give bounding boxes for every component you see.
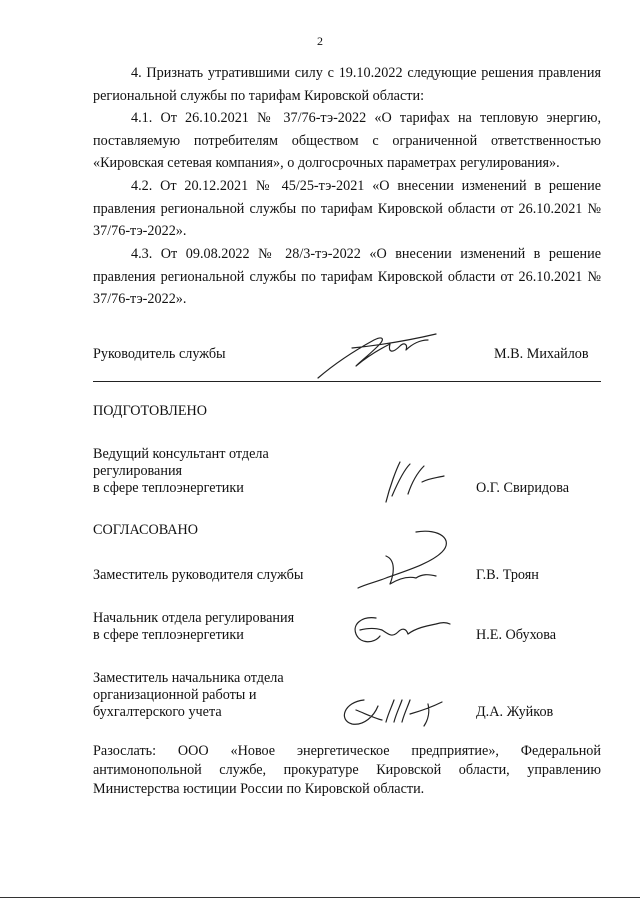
approver-3-signature — [334, 692, 464, 732]
prepared-signature — [378, 456, 458, 508]
page-number: 2 — [317, 34, 323, 48]
approved-heading: СОГЛАСОВАНО — [93, 522, 199, 538]
item-4: 4. Признать утратившими силу с 19.10.2022 следующие решения правления региональной службы по тарифам Кировской области: — [93, 65, 601, 104]
approver-3-position-line-1: Заместитель начальника отдела — [93, 670, 284, 686]
approver-1-position: Заместитель руководителя службы — [93, 567, 304, 583]
head-name: М.В. Михайлов — [494, 346, 589, 362]
approver-2-signature — [346, 604, 456, 652]
approver-3-position-line-2: организационной работы и — [93, 687, 257, 703]
prepared-position-line-3: в сфере теплоэнергетики — [93, 480, 244, 496]
distribution-list: Разослать: ООО «Новое энергетическое предприятие», Федеральной антимонопольной службе, прокуратуре Кировской области, управлению Министерства юстиции России по Кировской области. — [93, 743, 601, 797]
prepared-position-line-1: Ведущий консультант отдела — [93, 446, 269, 462]
prepared-heading: ПОДГОТОВЛЕНО — [93, 403, 207, 419]
approver-3-name: Д.А. Жуйков — [476, 704, 554, 720]
approver-2-name: Н.Е. Обухова — [476, 627, 557, 643]
item-4-3: 4.3. От 09.08.2022 № 28/3-тэ-2022 «О внесении изменений в решение правления региональной службы по тарифам Кировской области от 26.10.2021 № 37/76-тэ-2022». — [93, 246, 601, 307]
approver-1-signature — [346, 526, 466, 596]
head-signature — [312, 326, 442, 384]
approver-3-position-line-3: бухгалтерского учета — [93, 704, 222, 720]
item-4-1: 4.1. От 26.10.2021 № 37/76-тэ-2022 «О тарифах на тепловую энергию, поставляемую потребителям обществом с ограниченной ответственностью «Кировская сетевая компания», о долгосрочных параметрах регулирования». — [93, 110, 601, 171]
prepared-position-line-2: регулирования — [93, 463, 183, 479]
approver-2-position-line-1: Начальник отдела регулирования — [93, 610, 295, 626]
approver-2-position-line-2: в сфере теплоэнергетики — [93, 627, 244, 643]
footer-rule — [0, 897, 640, 898]
approver-1-name: Г.В. Троян — [476, 567, 539, 583]
signature-separator — [93, 381, 601, 382]
prepared-name: О.Г. Свиридова — [476, 480, 570, 496]
item-4-2: 4.2. От 20.12.2021 № 45/25-тэ-2021 «О внесении изменений в решение правления региональной службы по тарифам Кировской области от 26.10.2021 № 37/76-тэ-2022». — [93, 178, 601, 239]
head-position: Руководитель службы — [93, 346, 226, 362]
